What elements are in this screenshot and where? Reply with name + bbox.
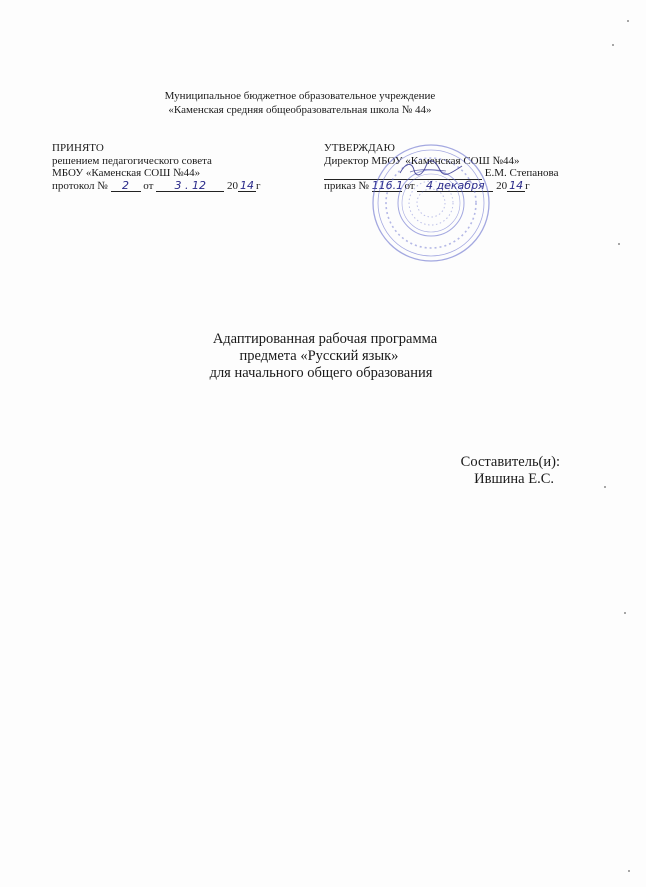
accepted-block [52,142,260,192]
title-line-2: предмета «Русский язык» [239,348,399,364]
approved-line-1: Директор МБОУ «Каменская СОШ №44» [324,154,520,167]
protocol-year: 14 [239,178,254,192]
composer-label: Составитель(и): [460,454,560,470]
scan-speck [612,44,614,46]
protocol-date: 3 . 12 [156,180,224,192]
title-line-1: Адаптированная рабочая программа [212,331,438,347]
scan-speck [604,486,606,488]
composer-name: Ившина Е.С. [474,471,554,487]
scan-speck [627,20,629,22]
protocol-year-prefix: 20 [226,179,238,192]
program-title [0,331,646,382]
accepted-line-2: МБОУ «Каменская СОШ №44» [52,167,201,179]
accepted-heading: ПРИНЯТО [52,142,104,154]
header-line-2: «Каменская средняя общеобразовательная школа № 44» [168,104,432,116]
protocol-line [52,180,260,193]
order-year-prefix: 20 [496,179,508,192]
scan-speck [628,870,630,872]
scan-speck [624,612,626,614]
order-year: 14 [509,178,524,192]
protocol-date-prefix: от [143,179,154,192]
signer-name: Е.М. Степанова [484,167,559,179]
protocol-number: 2 [111,180,141,192]
order-year-suffix: г [525,179,530,192]
order-number: 116.1 [371,178,404,192]
accepted-line-1: решением педагогического совета [52,154,212,167]
protocol-prefix: протокол № [52,179,108,192]
order-prefix: приказ № [324,179,369,192]
scan-speck [618,243,620,245]
title-line-3: для начального общего образования [209,365,433,381]
approved-heading: УТВЕРЖДАЮ [324,142,395,154]
director-signature-icon [396,160,466,178]
composer-block [461,454,560,488]
header-line-1: Муниципальное бюджетное образовательное учреждение [164,90,436,102]
order-date-prefix: от [404,179,415,192]
order-date: 4 декабря [417,180,493,192]
protocol-year-suffix: г [255,179,261,192]
